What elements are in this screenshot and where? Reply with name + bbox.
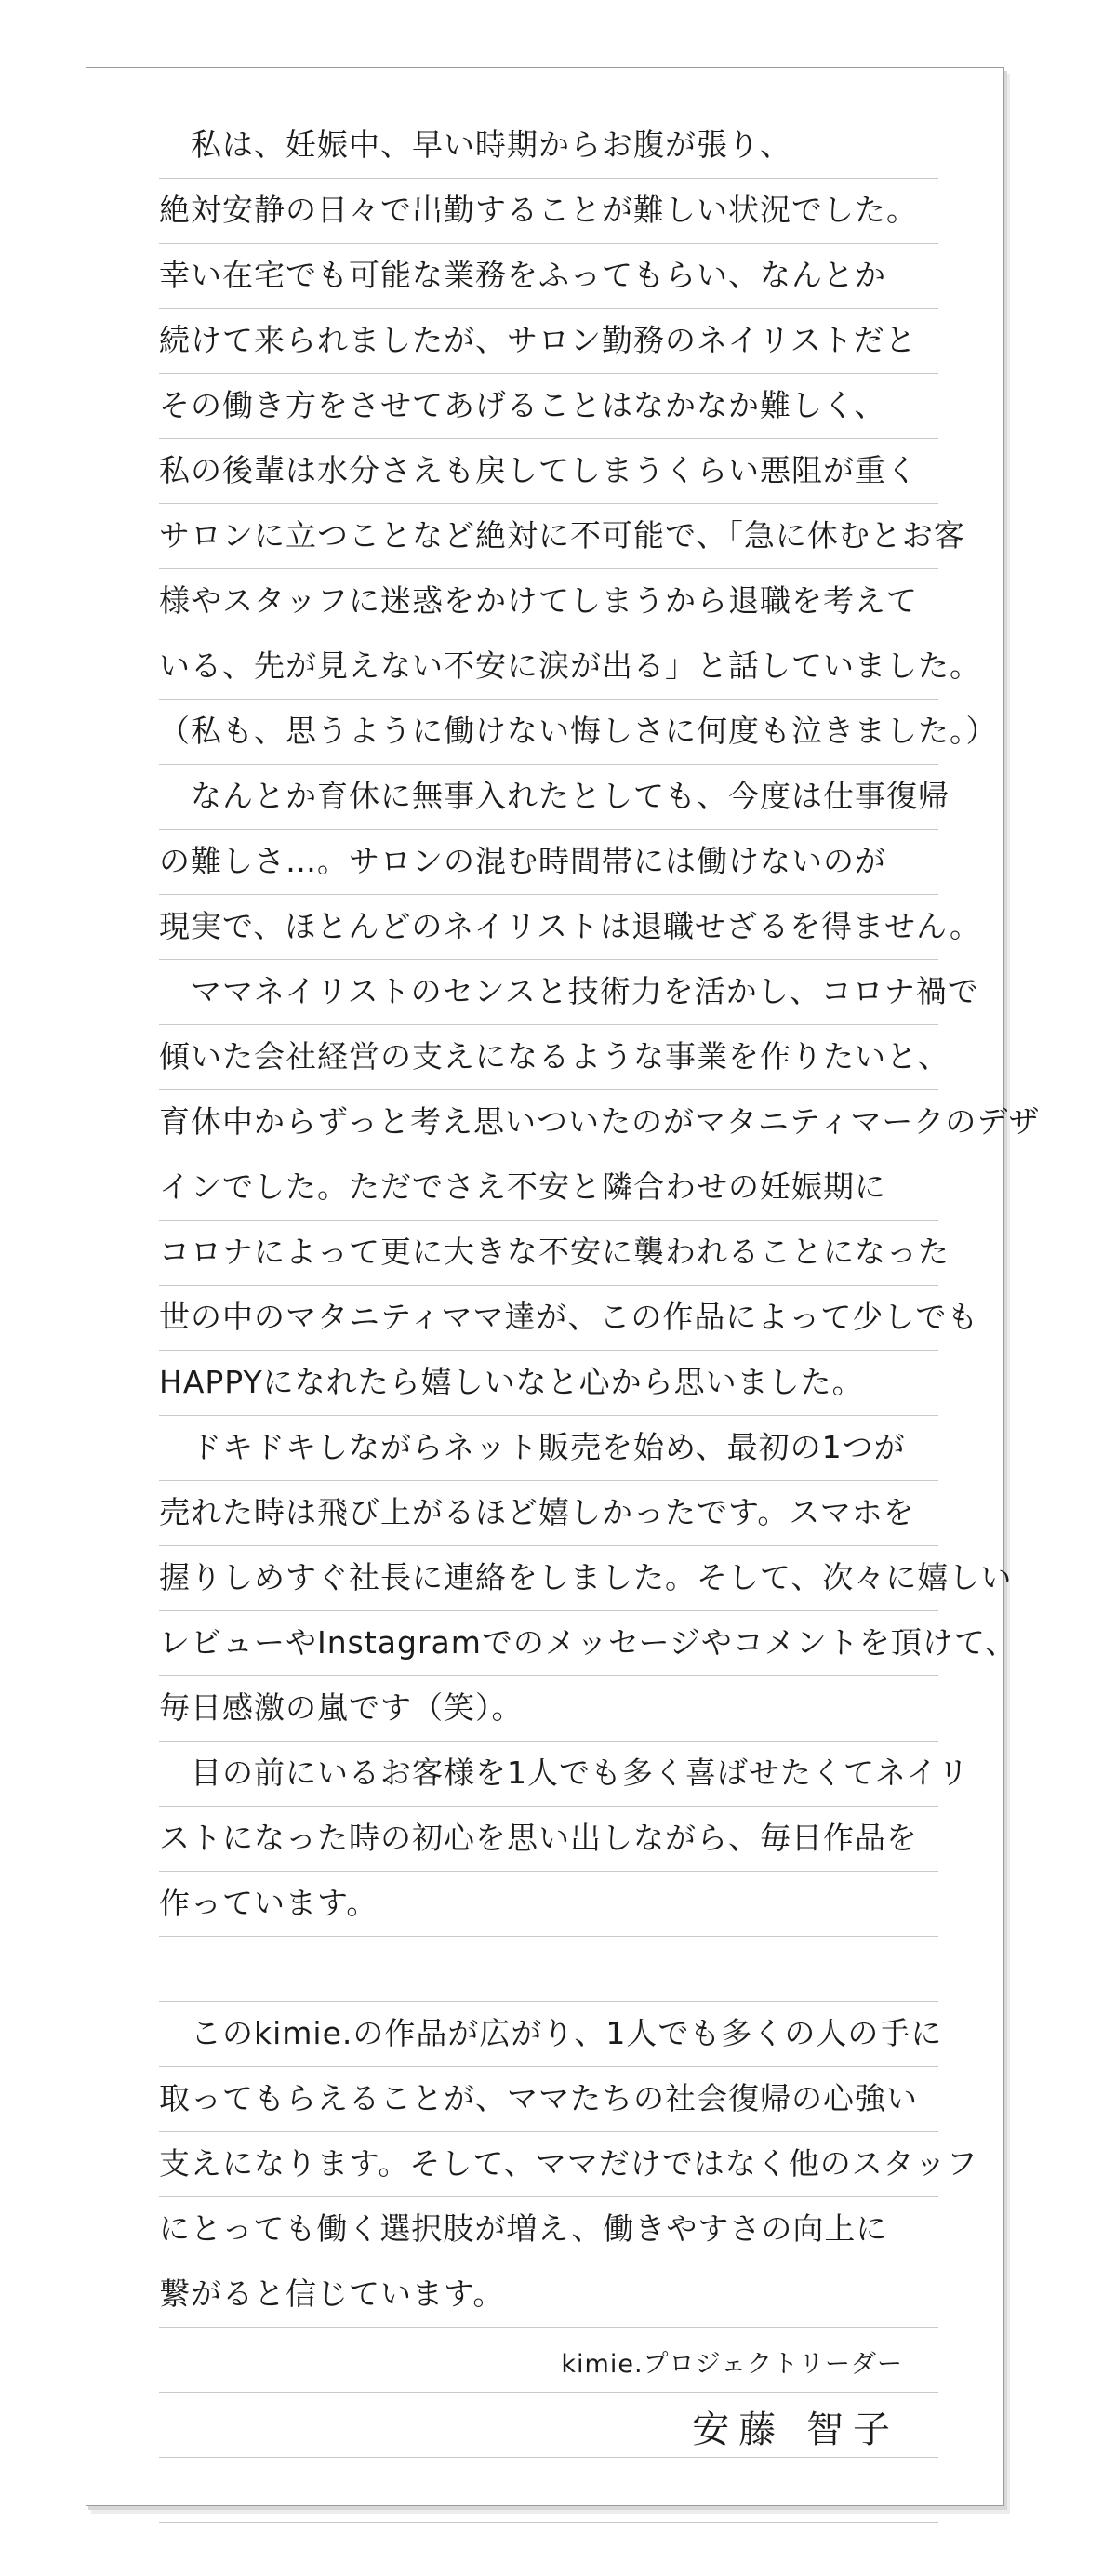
letter-line: このkimie.の作品が広がり、1人でも多くの人の手に	[159, 2015, 943, 2051]
ruled-line	[159, 2327, 938, 2328]
letter-line: 絶対安静の日々で出勤することが難しい状況でした。	[159, 192, 918, 228]
letter-line: ストになった時の初心を思い出しながら、毎日作品を	[159, 1820, 918, 1856]
letter-line: 現実で、ほとんどのネイリストは退職せざるを得ません。	[159, 908, 981, 944]
letter-line: 私の後輩は水分さえも戻してしまうくらい悪阻が重く	[159, 452, 918, 488]
letter-line: その働き方をさせてあげることはなかなか難しく、	[159, 387, 886, 423]
letter-line: 幸い在宅でも可能な業務をふってもらい、なんとか	[159, 257, 886, 293]
letter-line: なんとか育休に無事入れたとしても、今度は仕事復帰	[159, 778, 950, 814]
ruled-text-area	[159, 113, 1041, 2468]
letter-line: 続けて来られましたが、サロン勤務のネイリストだと	[159, 322, 917, 358]
letter-line: コロナによって更に大きな不安に襲われることになった	[159, 1234, 950, 1270]
letter-line: インでした。ただでさえ不安と隣合わせの妊娠期に	[159, 1168, 886, 1205]
letter-line: 世の中のマタニティママ達が、この作品によって少しでも	[159, 1299, 979, 1335]
letter-line: ドキドキしながらネット販売を始め、最初の1つが	[159, 1429, 906, 1465]
letter-line	[159, 1936, 938, 2001]
letter-line: 売れた時は飛び上がるほど嬉しかったです。スマホを	[159, 1494, 915, 1530]
letter-line: ママネイリストのセンスと技術力を活かし、コロナ禍で	[159, 973, 979, 1009]
ruled-line	[159, 2522, 938, 2523]
letter-line: 毎日感激の嵐です（笑）。	[159, 1689, 524, 1726]
letter-line: いる、先が見えない不安に涙が出る」と話していました。	[159, 647, 981, 684]
letter-line: 取ってもらえることが、ママたちの社会復帰の心強い	[159, 2080, 918, 2116]
letter-line: の難しさ…。サロンの混む時間帯には働けないのが	[159, 843, 886, 879]
letter-line: 傾いた会社経営の支えになるような事業を作りたいと、	[159, 1038, 950, 1074]
letter-line: 作っています。	[159, 1885, 379, 1921]
letter-line: HAPPYになれたら嬉しいなと心から思いました。	[159, 1364, 864, 1400]
letter-line: 私は、妊娠中、早い時期からお腹が張り、	[159, 127, 791, 163]
letter-line: 繋がると信じています。	[159, 2276, 505, 2312]
letter-line: （私も、思うように働けない悔しさに何度も泣きました。）	[159, 713, 998, 749]
ruled-line	[159, 2457, 938, 2458]
letter-line: 育休中からずっと考え思いついたのがマタニティマークのデザ	[159, 1103, 1041, 1140]
letter-line: 握りしめすぐ社長に連絡をしました。そして、次々に嬉しい	[159, 1559, 1013, 1595]
letter-line: レビューやInstagramでのメッセージやコメントを頂けて、	[159, 1624, 1017, 1661]
letter-paper	[86, 67, 1041, 2506]
letter-line: 目の前にいるお客様を1人でも多く喜ばせたくてネイリ	[159, 1755, 970, 1791]
letter-line: にとっても働く選択肢が増え、働きやすさの向上に	[159, 2210, 888, 2247]
signature-role: kimie.プロジェクトリーダー	[561, 2350, 903, 2379]
ruled-line	[159, 2392, 938, 2393]
signature-name: 安藤 智子	[692, 2409, 899, 2451]
letter-line: 支えになります。そして、ママだけではなく他のスタッフ	[159, 2145, 978, 2182]
letter-line: 様やスタッフに迷惑をかけてしまうから退職を考えて	[159, 582, 918, 619]
letter-line: サロンに立つことなど絶対に不可能で、「急に休むとお客	[159, 517, 965, 554]
